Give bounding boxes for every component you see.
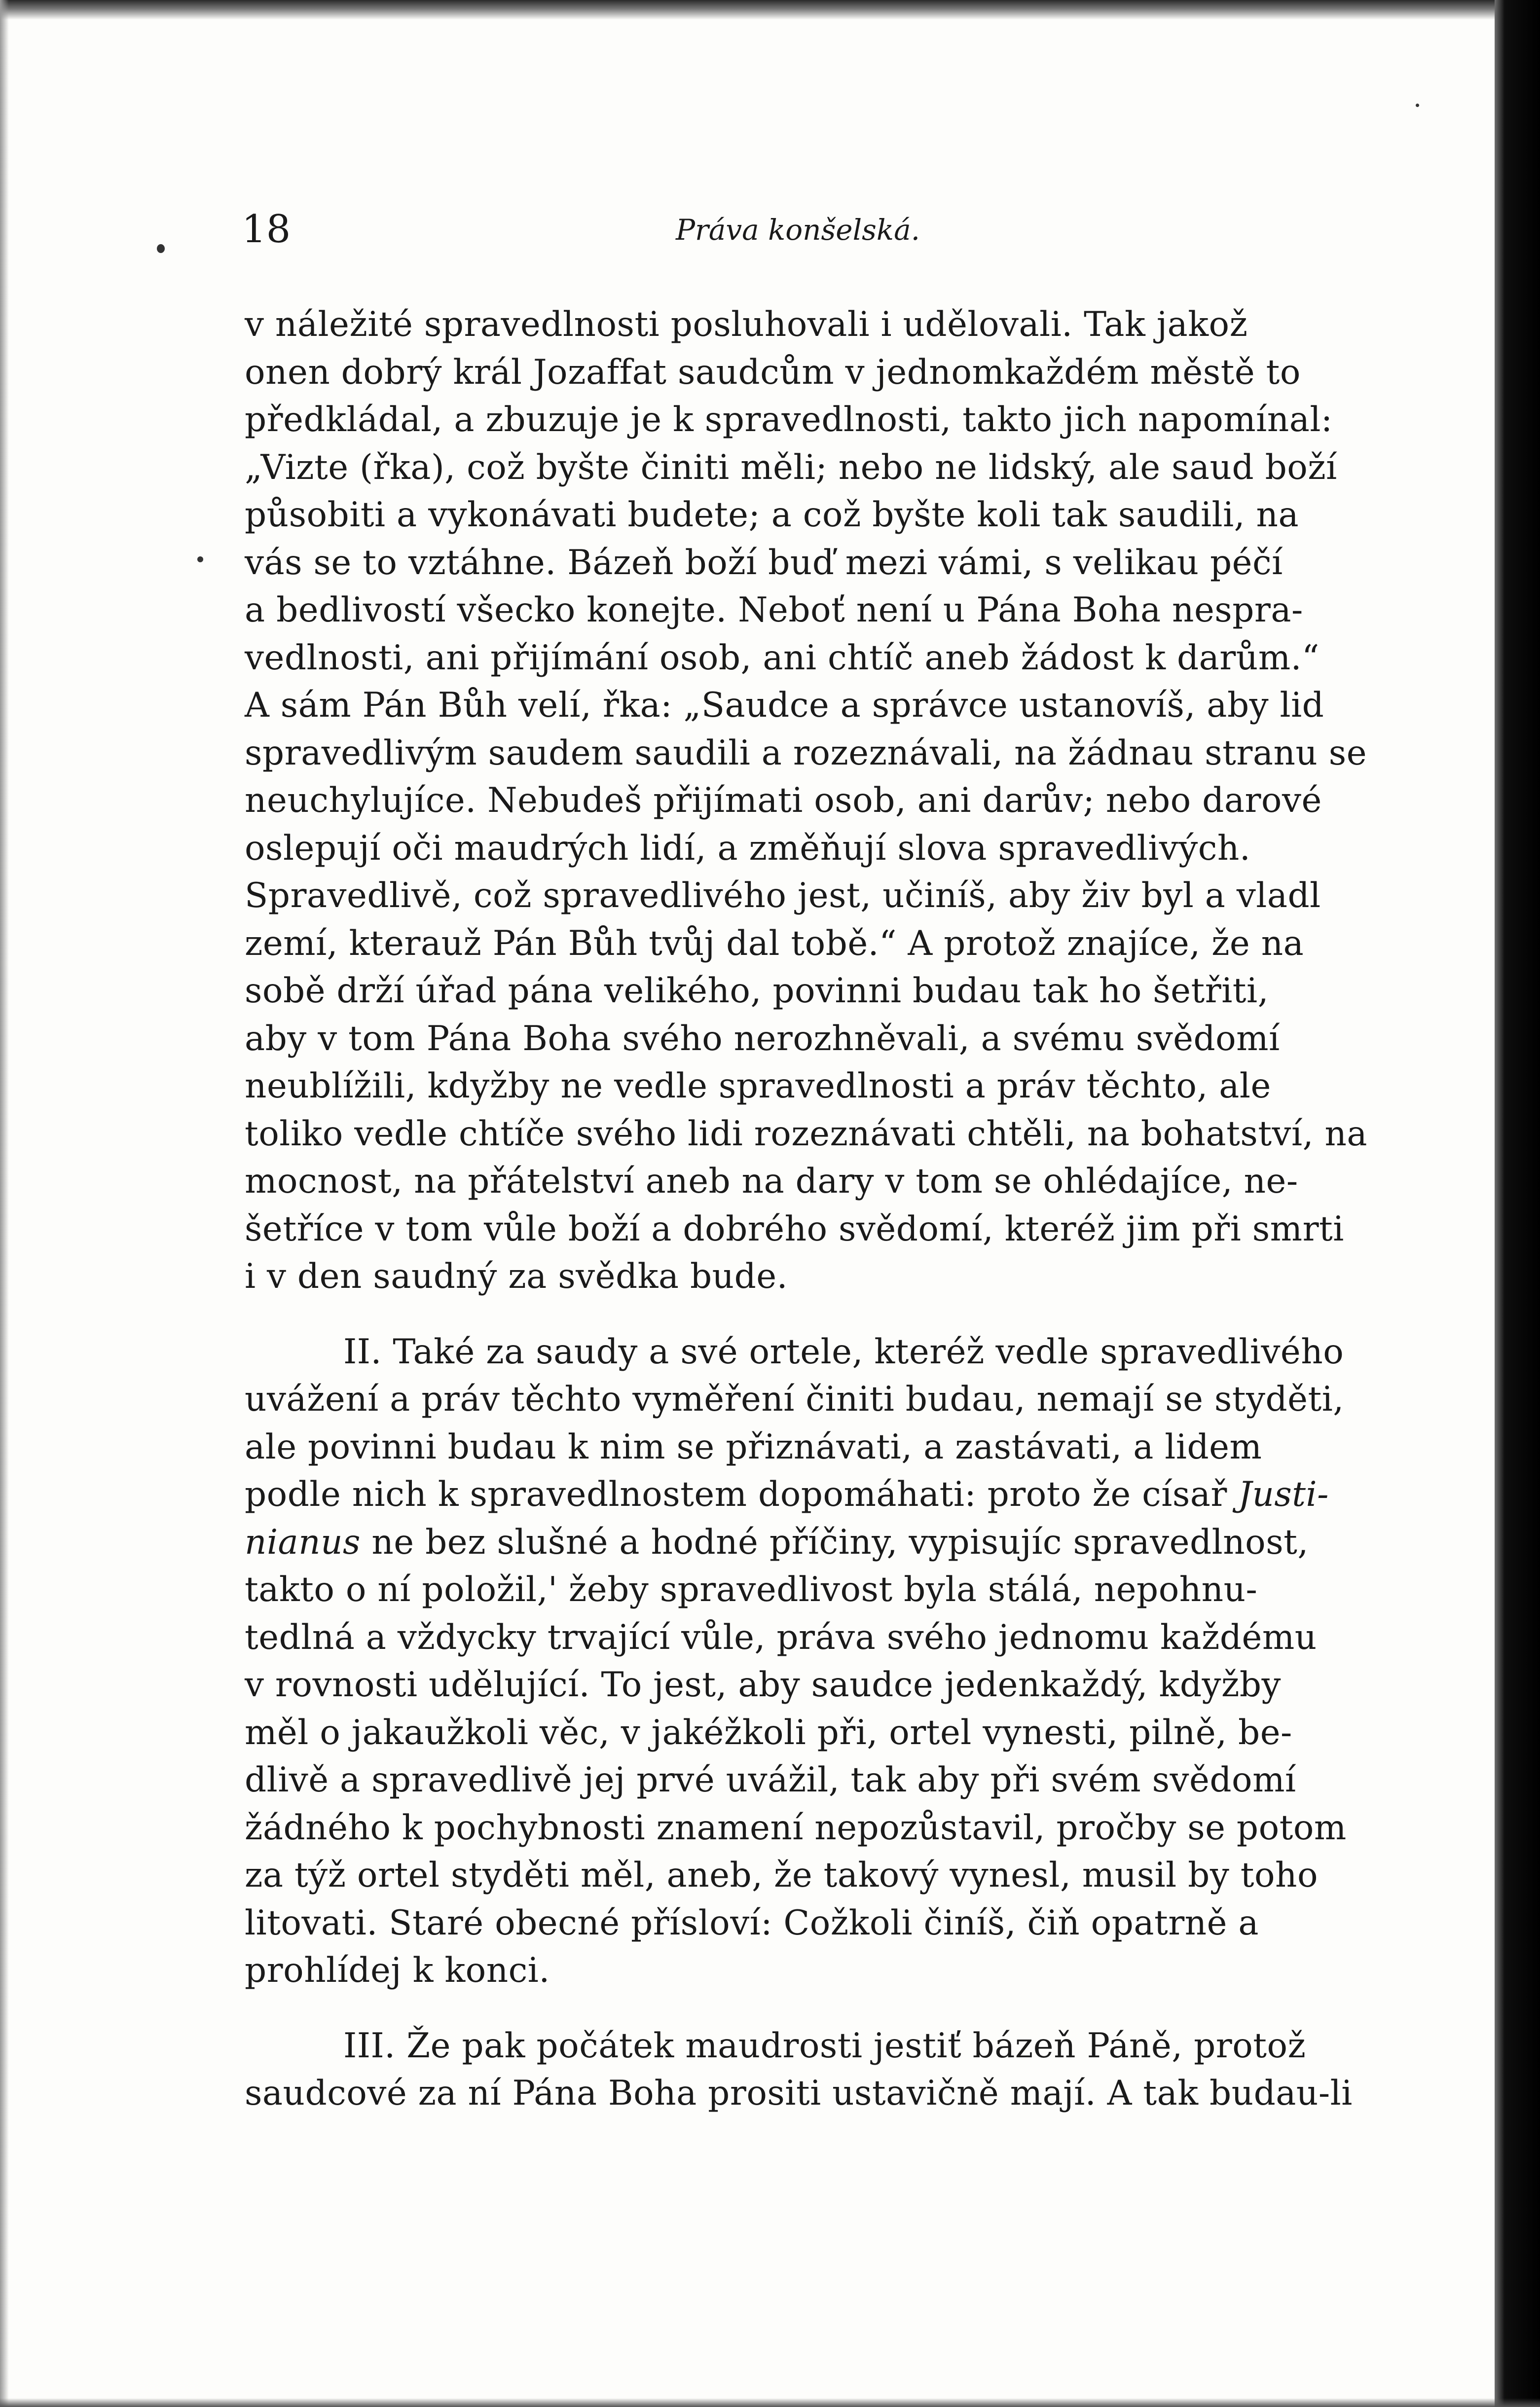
text-line: onen dobrý král Jozaffat saudcům v jednomkaždém městě to	[245, 352, 1301, 392]
text-line: žádného k pochybnosti znamení nepozůstavil, pročby se potom	[245, 1808, 1347, 1848]
text-line	[245, 1519, 1369, 1567]
text-line: a bedlivostí všecko konejte. Neboť není u Pána Boha nespra-	[245, 590, 1303, 630]
text-line: v náležité spravedlnosti posluhovali i udělovali. Tak jakož	[245, 305, 1248, 344]
italic-name: nianus	[245, 1522, 361, 1562]
scan-left-edge	[0, 0, 9, 2407]
text-line: oslepují oči maudrých lidí, a změňují slova spravedlivých.	[245, 828, 1251, 868]
text-line: „Vizte (řka), což byšte činiti měli; nebo ne lidský, ale saud boží	[245, 447, 1337, 487]
text-line: toliko vedle chtíče svého lidi rozeznávati chtěli, na bohatství, na	[245, 1114, 1368, 1154]
text-line: sobě drží úřad pána velikého, povinni budau tak ho šetřiti,	[245, 971, 1269, 1011]
page-number: 18	[242, 207, 291, 252]
text-line: působiti a vykonávati budete; a což byšte koli tak saudili, na	[245, 495, 1299, 535]
text-segment: ne bez slušné a hodné příčiny, vypisujíc spravedlnost,	[360, 1522, 1309, 1562]
body-text	[245, 301, 1369, 2117]
text-line: šetříce v tom vůle boží a dobrého svědomí, kteréž jim při smrti	[245, 1209, 1344, 1249]
text-line: II. Také za saudy a své ortele, kteréž vedle spravedlivého	[343, 1332, 1344, 1372]
paragraph-3	[245, 2022, 1369, 2117]
text-line: neublížili, kdyžby ne vedle spravedlnosti a práv těchto, ale	[245, 1066, 1271, 1106]
scan-speck	[1416, 104, 1419, 107]
italic-name: Justi-	[1238, 1475, 1329, 1514]
text-line: měl o jakaužkoli věc, v jakéžkoli při, ortel vynesti, pilně, be-	[245, 1713, 1292, 1752]
text-line: takto o ní položil,' žeby spravedlivost byla stálá, nepohnu-	[245, 1570, 1258, 1609]
text-line: dlivě a spravedlivě jej prvé uvážil, tak aby při svém svědomí	[245, 1760, 1296, 1800]
scan-right-edge	[1495, 0, 1540, 2407]
text-line: prohlídej k konci.	[245, 1951, 550, 1990]
text-line: neuchylujíce. Nebudeš přijímati osob, ani darův; nebo darové	[245, 781, 1322, 820]
running-title: Práva konšelská.	[676, 213, 920, 247]
text-line: mocnost, na přátelství aneb na dary v tom se ohlédajíce, ne-	[245, 1162, 1298, 1201]
text-line: saudcové za ní Pána Boha prositi ustavičně mají. A tak budau-li	[245, 2074, 1353, 2113]
paragraph-spacer	[245, 1995, 1369, 2022]
scan-speck	[197, 556, 203, 562]
text-line: za týž ortel styděti měl, aneb, že takový vynesl, musil by toho	[245, 1856, 1318, 1895]
text-line: litovati. Staré obecné přísloví: Cožkoli činíš, čiň opatrně a	[245, 1903, 1259, 1943]
text-line: v rovnosti udělující. To jest, aby saudce jedenkaždý, kdyžby	[245, 1665, 1281, 1705]
paragraph-1	[245, 301, 1369, 1301]
scan-bottom-edge	[0, 2398, 1540, 2407]
text-line: spravedlivým saudem saudili a rozeznávali, na žádnau stranu se	[245, 733, 1367, 773]
text-line: vás se to vztáhne. Bázeň boží buď mezi vámi, s velikau péčí	[245, 543, 1283, 583]
paragraph-spacer	[245, 1301, 1369, 1328]
scan-speck	[157, 244, 165, 253]
text-line: vedlnosti, ani přijímání osob, ani chtíč aneb žádost k darům.“	[245, 638, 1320, 678]
paragraph-2	[245, 1328, 1369, 1995]
text-line: Spravedlivě, což spravedlivého jest, učiníš, aby živ byl a vladl	[245, 876, 1321, 915]
text-line: i v den saudný za svědka bude.	[245, 1257, 788, 1296]
text-line	[245, 1471, 1369, 1519]
scan-top-edge	[0, 0, 1540, 20]
text-segment: podle nich k spravedlnostem dopomáhati: proto že císař	[245, 1475, 1239, 1514]
text-line: tedlná a vždycky trvající vůle, práva svého jednomu každému	[245, 1617, 1317, 1657]
text-line: A sám Pán Bůh velí, řka: „Saudce a správce ustanovíš, aby lid	[245, 686, 1324, 725]
text-line: III. Že pak počátek maudrosti jestiť bázeň Páně, protož	[343, 2026, 1306, 2066]
running-head	[242, 202, 1342, 256]
text-line: zemí, kterauž Pán Bůh tvůj dal tobě.“ A protož znajíce, že na	[245, 923, 1304, 963]
text-line: aby v tom Pána Boha svého nerozhněvali, a svému svědomí	[245, 1019, 1280, 1058]
text-line: předkládal, a zbuzuje je k spravedlnosti, takto jich napomínal:	[245, 400, 1333, 439]
text-line: uvážení a práv těchto vyměření činiti budau, nemají se styděti,	[245, 1380, 1344, 1419]
text-line: ale povinni budau k nim se přiznávati, a zastávati, a lidem	[245, 1427, 1262, 1467]
